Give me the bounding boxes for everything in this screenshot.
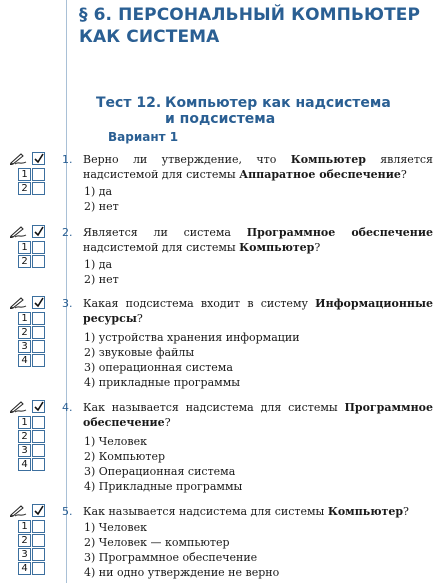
answer-option-4 — [18, 562, 52, 576]
answer-box[interactable] — [32, 182, 45, 195]
option: 1) устройства хранения информации — [84, 331, 300, 344]
answer-box[interactable] — [32, 562, 45, 575]
answer-box[interactable] — [32, 416, 45, 429]
answer-option-2 — [18, 255, 52, 269]
mark-row — [10, 225, 54, 239]
option-number: 2 — [18, 534, 31, 547]
answer-option-4 — [18, 458, 52, 472]
option: 1) Человек — [84, 521, 147, 534]
question-number: 3. — [62, 297, 73, 310]
text-part: Какая подсистема входит в систему — [83, 297, 316, 310]
text-term: Компьютер — [290, 153, 366, 166]
option-number: 2 — [18, 182, 31, 195]
test-name-line-1: Компьютер как надсистема — [165, 95, 391, 111]
pen-icon — [10, 504, 28, 517]
option: 1) Человек — [84, 435, 147, 448]
checkmark-icon — [34, 505, 44, 516]
answer-box[interactable] — [32, 534, 45, 547]
mark-row — [10, 504, 54, 518]
mark-row — [10, 296, 54, 310]
answer-option-2 — [18, 326, 52, 340]
option: 3) Программное обеспечение — [84, 551, 258, 564]
option-number: 2 — [18, 430, 31, 443]
text-term: Компьютер — [239, 241, 315, 254]
margin-line — [66, 0, 67, 583]
text-part: ? — [164, 416, 171, 429]
question-text — [83, 296, 433, 326]
option-number: 3 — [18, 340, 31, 353]
text-part: является надсистемой для системы — [83, 153, 433, 181]
check-box[interactable] — [32, 400, 45, 413]
question-text — [83, 504, 433, 519]
option-number: 1 — [18, 312, 31, 325]
answer-box[interactable] — [32, 520, 45, 533]
option: 2) нет — [84, 200, 119, 213]
text-part: ? — [136, 312, 143, 325]
option: 1) да — [84, 258, 113, 271]
answer-option-1 — [18, 312, 52, 326]
option: 2) Человек — компьютер — [84, 536, 230, 549]
answer-option-4 — [18, 354, 52, 368]
checkmark-icon — [34, 297, 44, 308]
answer-box[interactable] — [32, 548, 45, 561]
options-list — [84, 184, 119, 214]
answer-option-1 — [18, 520, 52, 534]
answer-option-3 — [18, 444, 52, 458]
option-number: 1 — [18, 168, 31, 181]
option: 4) Прикладные программы — [84, 480, 243, 493]
variant-label: Вариант 1 — [108, 130, 179, 144]
answer-option-1 — [18, 168, 52, 182]
text-part: Как называется надсистема для системы — [83, 401, 345, 414]
test-name — [165, 95, 425, 127]
pen-icon — [10, 400, 28, 413]
option-number: 4 — [18, 562, 31, 575]
mark-row — [10, 400, 54, 414]
answer-box[interactable] — [32, 168, 45, 181]
option-number: 2 — [18, 326, 31, 339]
checkmark-icon — [34, 226, 44, 237]
text-part: ? — [314, 241, 321, 254]
checkmark-icon — [34, 153, 44, 164]
option-number: 4 — [18, 458, 31, 471]
option-number: 1 — [18, 520, 31, 533]
answer-option-1 — [18, 416, 52, 430]
test-name-line-2: и подсистема — [165, 111, 276, 127]
option: 2) звуковые файлы — [84, 346, 195, 359]
text-term: Аппаратное обеспечение — [239, 168, 401, 181]
question-number: 1. — [62, 153, 73, 166]
answer-box[interactable] — [32, 241, 45, 254]
option-number: 1 — [18, 416, 31, 429]
text-part: Верно ли утверждение, что — [83, 153, 291, 166]
option: 2) нет — [84, 273, 119, 286]
question-text — [83, 152, 433, 182]
option: 1) да — [84, 185, 113, 198]
answer-box[interactable] — [32, 430, 45, 443]
check-box[interactable] — [32, 504, 45, 517]
question-text — [83, 225, 433, 255]
option-number: 3 — [18, 444, 31, 457]
answer-option-2 — [18, 182, 52, 196]
answer-box[interactable] — [32, 444, 45, 457]
text-term: Информационные ресурсы — [83, 297, 433, 325]
section-title — [79, 4, 439, 48]
answer-option-3 — [18, 340, 52, 354]
question-number: 4. — [62, 401, 73, 414]
options-list — [84, 330, 300, 390]
answer-option-2 — [18, 534, 52, 548]
option: 3) операционная система — [84, 361, 233, 374]
option: 4) ни одно утверждение не верно — [84, 566, 280, 579]
option: 2) Компьютер — [84, 450, 166, 463]
check-box[interactable] — [32, 225, 45, 238]
options-list — [84, 434, 242, 494]
text-term: Программное обеспечение — [246, 226, 433, 239]
pen-icon — [10, 225, 28, 238]
answer-box[interactable] — [32, 326, 45, 339]
test-number: Тест 12. — [96, 95, 162, 111]
check-box[interactable] — [32, 296, 45, 309]
answer-box[interactable] — [32, 458, 45, 471]
answer-box[interactable] — [32, 354, 45, 367]
text-part: ? — [403, 505, 409, 518]
answer-option-1 — [18, 241, 52, 255]
answer-option-2 — [18, 430, 52, 444]
text-part: ? — [400, 168, 407, 181]
option-number: 3 — [18, 548, 31, 561]
option: 3) Операционная система — [84, 465, 236, 478]
checkmark-icon — [34, 401, 44, 412]
text-part: Является ли система — [83, 226, 247, 239]
section-title-line-1: § 6. ПЕРСОНАЛЬНЫЙ КОМПЬЮТЕР — [79, 5, 421, 25]
option-number: 4 — [18, 354, 31, 367]
section-title-line-2: КАК СИСТЕМА — [79, 27, 220, 47]
answer-box[interactable] — [32, 312, 45, 325]
question-number: 2. — [62, 226, 73, 239]
options-list — [84, 520, 279, 580]
option-number: 1 — [18, 241, 31, 254]
answer-option-3 — [18, 548, 52, 562]
option: 4) прикладные программы — [84, 376, 241, 389]
text-term: Программное обеспечение — [83, 401, 433, 429]
pen-icon — [10, 296, 28, 309]
option-number: 2 — [18, 255, 31, 268]
text-term: Компьютер — [327, 505, 404, 518]
check-box[interactable] — [32, 152, 45, 165]
mark-row — [10, 152, 54, 166]
question-text — [83, 400, 433, 430]
question-number: 5. — [62, 505, 73, 518]
text-part: надсистемой для системы — [83, 241, 240, 254]
options-list — [84, 257, 119, 287]
answer-box[interactable] — [32, 340, 45, 353]
pen-icon — [10, 152, 28, 165]
text-part: Как называется надсистема для системы — [83, 505, 328, 518]
answer-box[interactable] — [32, 255, 45, 268]
